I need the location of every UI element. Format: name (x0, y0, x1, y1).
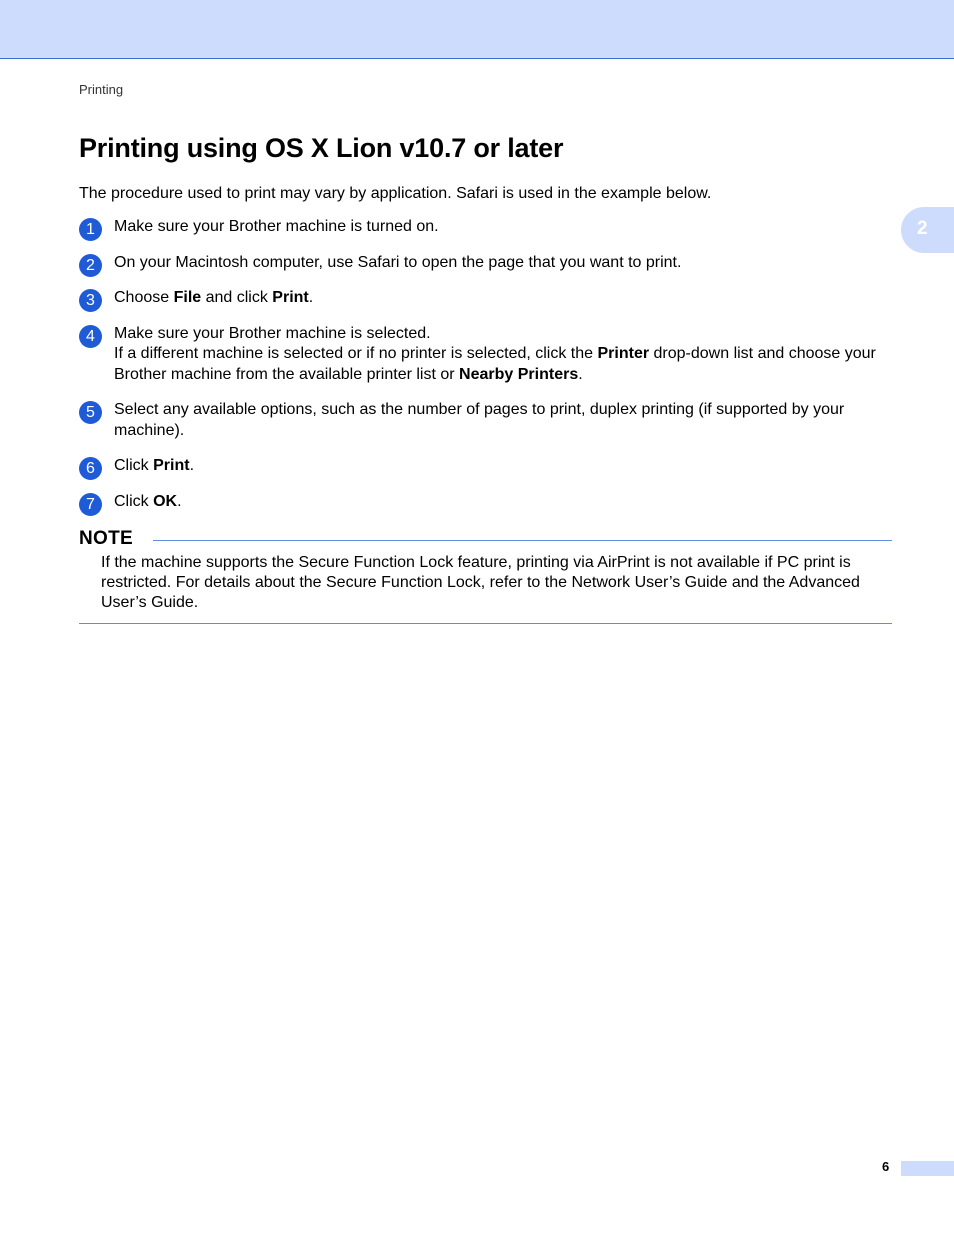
step-6 (79, 456, 894, 477)
step-4 (79, 324, 894, 386)
step-3 (79, 288, 894, 309)
note-bottom-rule (79, 623, 892, 624)
step-text: Click Print. (114, 457, 195, 474)
print-button-label: Print (153, 457, 190, 474)
note-header (79, 528, 892, 550)
nearby-printers-label: Nearby Printers (459, 365, 579, 383)
step-number-badge: 2 (79, 254, 102, 277)
step-number-badge: 3 (79, 289, 102, 312)
step-text: Choose File and click Print. (114, 289, 314, 306)
step-list (79, 217, 894, 527)
note-box (79, 528, 892, 624)
chapter-number: 2 (917, 218, 928, 239)
step-2 (79, 253, 894, 274)
note-text: If the machine supports the Secure Function Lock feature, printing via AirPrint is not available if PC print is restricted. For details about the Secure Function Lock, refer to the Network User’s Guide and the Advanced User’s Guide. (101, 554, 860, 611)
step-5 (79, 400, 894, 441)
step-number-badge: 5 (79, 401, 102, 424)
step-detail-text: If a different machine is selected or if no printer is selected, click the Printer drop-down list and choose your Brother machine from the available printer list or Nearby Printers. (114, 345, 876, 383)
step-1 (79, 217, 894, 238)
intro-paragraph: The procedure used to print may vary by application. Safari is used in the example below. (79, 185, 712, 202)
step-text: Make sure your Brother machine is turned on. (114, 218, 439, 235)
note-title: NOTE (79, 528, 133, 549)
menu-print: Print (272, 289, 309, 306)
step-text: Make sure your Brother machine is selected. (114, 324, 431, 342)
step-text: On your Macintosh computer, use Safari to open the page that you want to print. (114, 253, 682, 271)
menu-file: File (173, 289, 202, 306)
page-number-tab (901, 1161, 954, 1176)
step-number-badge: 6 (79, 457, 102, 480)
step-number-badge: 1 (79, 218, 102, 241)
step-text: Click OK. (114, 492, 182, 510)
step-number-badge: 4 (79, 325, 102, 348)
step-7 (79, 492, 894, 513)
chapter-tab (901, 207, 954, 253)
step-number-badge: 7 (79, 493, 102, 516)
page-number: 6 (882, 1159, 890, 1174)
page-title: Printing using OS X Lion v10.7 or later (79, 133, 564, 163)
ok-button-label: OK (153, 492, 178, 510)
note-top-rule (153, 540, 892, 541)
header-band (0, 0, 954, 59)
printer-dropdown-label: Printer (597, 345, 650, 362)
step-text: Select any available options, such as the number of pages to print, duplex printing (if supported by your machine). (114, 401, 845, 439)
running-header: Printing (79, 82, 124, 97)
